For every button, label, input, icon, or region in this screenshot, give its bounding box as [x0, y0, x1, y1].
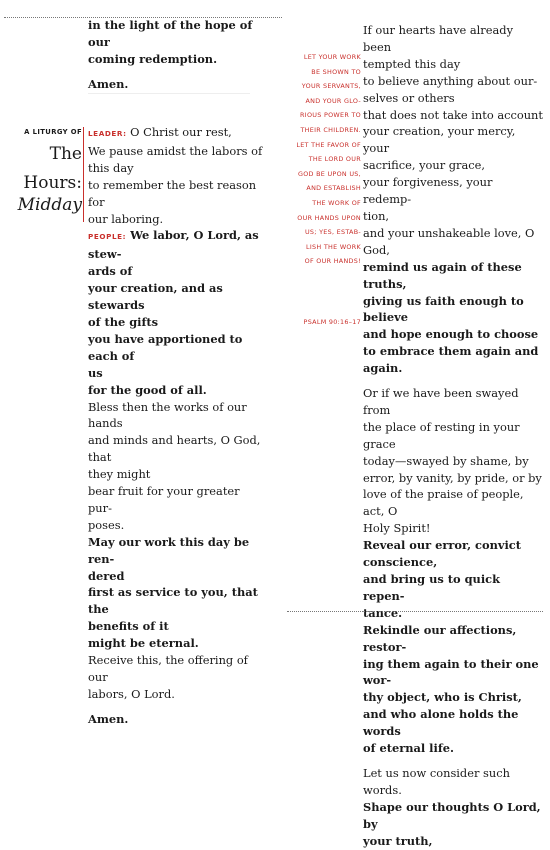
verse-line: LET YOUR WORK — [303, 53, 361, 61]
text-line: Shape our thoughts O Lord, by — [363, 799, 541, 831]
text-line: us — [88, 365, 103, 380]
text-line: labors, O Lord. — [88, 686, 175, 701]
text-line: selves or others — [363, 90, 455, 105]
text-line: the place of resting in your grace — [363, 419, 520, 451]
text-line: ards of — [88, 264, 133, 279]
verse-line: YOUR SERVANTS, — [301, 82, 361, 91]
text-line: tance. — [363, 605, 403, 620]
text-line: your creation, your mercy, your — [363, 124, 516, 156]
text-line: of eternal life. — [363, 741, 454, 756]
verse-line: LET THE FAVOR OF — [296, 140, 361, 149]
text-line: they might — [88, 467, 151, 482]
verse-line: AND ESTABLISH — [306, 184, 361, 193]
left-page — [0, 0, 275, 726]
people-text: We labor, O Lord, as stew- — [88, 228, 259, 262]
text-line: conscience, — [363, 555, 438, 570]
text-line: Let us now consider such words. — [363, 765, 510, 797]
text-line: tion, — [363, 208, 390, 223]
text-line: May our work this day be ren- — [88, 534, 250, 566]
text-line: of the gifts — [88, 314, 159, 329]
title-kicker: A LITURGY OF — [24, 128, 82, 136]
text-line: Bless then the works of our hands — [88, 399, 247, 431]
text-line: and hope enough to choose — [363, 327, 539, 342]
liturgy-body — [88, 124, 264, 728]
verse-line: BE SHOWN TO — [311, 67, 361, 76]
text-line: again. — [363, 361, 403, 376]
left-top-text — [88, 17, 260, 93]
text-line: and who alone holds the words — [363, 707, 519, 739]
bottom-dotted-rule — [287, 611, 543, 612]
title-line: Hours: — [23, 173, 82, 193]
text-line: coming redemption. — [88, 51, 218, 66]
right-page — [275, 0, 550, 848]
section-title — [0, 128, 82, 216]
text-line: this day — [88, 160, 134, 175]
verse-line: GOD BE UPON US, — [297, 169, 361, 178]
text-line: today—swayed by shame, by — [363, 453, 529, 468]
verse-line: RIOUS POWER TO — [300, 111, 361, 120]
text-line: Or if we have been swayed from — [363, 386, 519, 417]
text-line: might be eternal. — [88, 636, 199, 651]
text-line: sacrifice, your grace, — [363, 158, 486, 173]
leader-label: LEADER: — [88, 129, 127, 138]
text-line: bear fruit for your greater pur- — [88, 484, 240, 515]
text-line: dered — [88, 568, 125, 583]
text-line: remind us again of these truths, — [363, 259, 522, 291]
text-line: If our hearts have already been — [363, 23, 514, 54]
margin-verse — [287, 50, 361, 269]
people-label: PEOPLE: — [88, 232, 127, 242]
text-line: Holy Spirit! — [363, 521, 431, 536]
leader-line — [88, 124, 264, 143]
section-divider — [88, 93, 250, 94]
text-line: to believe anything about our- — [363, 73, 538, 88]
liturgy-body-continued — [363, 22, 543, 850]
text-line: you have apportioned to each of — [88, 331, 243, 363]
text-line: to embrace them again and — [363, 344, 539, 359]
text-line: in the light of the hope of our — [88, 18, 253, 49]
text-line: first as service to you, that the — [88, 585, 258, 617]
verse-line: OF OUR HANDS! — [304, 257, 361, 266]
text-line: We pause amidst the labors of — [88, 143, 263, 158]
text-line: and your unshakeable love, O — [363, 225, 535, 240]
verse-line: US; YES, ESTAB- — [304, 228, 361, 237]
text-line: thy object, who is Christ, — [363, 690, 522, 705]
text-line: our laboring. — [88, 211, 164, 226]
verse-line: LISH THE WORK — [306, 242, 361, 251]
text-line: God, — [363, 242, 390, 257]
people-line — [88, 227, 264, 263]
text-line: and minds and hearts, O God, that — [88, 433, 261, 465]
text-line: your truth, — [363, 833, 433, 848]
text-line: love of the praise of people, act, O — [363, 487, 524, 519]
leader-text: O Christ our rest, — [126, 125, 232, 139]
text-line: for the good of all. — [88, 382, 207, 397]
text-line: your creation, and as stewards — [88, 281, 223, 313]
text-line: and bring us to quick repen- — [363, 572, 500, 603]
text-line: ing them again to their one wor- — [363, 656, 539, 688]
text-line: poses. — [88, 517, 125, 532]
verse-line: THE LORD OUR — [308, 155, 361, 164]
text-line: that does not take into account — [363, 107, 543, 122]
text-line: giving us faith enough to believe — [363, 293, 524, 325]
text-line: error, by vanity, by pride, or by — [363, 470, 542, 485]
title-red-rule — [83, 127, 84, 222]
text-line: tempted this day — [363, 56, 461, 71]
title-line-italic: Midday — [17, 195, 82, 215]
verse-line: OUR HANDS UPON — [297, 213, 361, 222]
text-line: Rekindle our affections, restor- — [363, 622, 517, 654]
text-line: benefits of it — [88, 619, 169, 634]
text-line: Receive this, the offering of our — [88, 653, 248, 684]
title-line: The — [49, 144, 82, 164]
verse-line: AND YOUR GLO- — [305, 96, 361, 105]
verse-line: THE WORK OF — [312, 198, 361, 207]
text-line: your forgiveness, your redemp- — [363, 175, 493, 207]
verse-reference: PSALM 90:16–17 — [303, 318, 361, 326]
text-line: to remember the best reason for — [88, 177, 257, 209]
text-line: Reveal our error, convict — [363, 538, 522, 553]
verse-line: THEIR CHILDREN. — [300, 125, 361, 134]
amen-response: Amen. — [88, 76, 129, 91]
amen-response: Amen. — [88, 711, 129, 726]
